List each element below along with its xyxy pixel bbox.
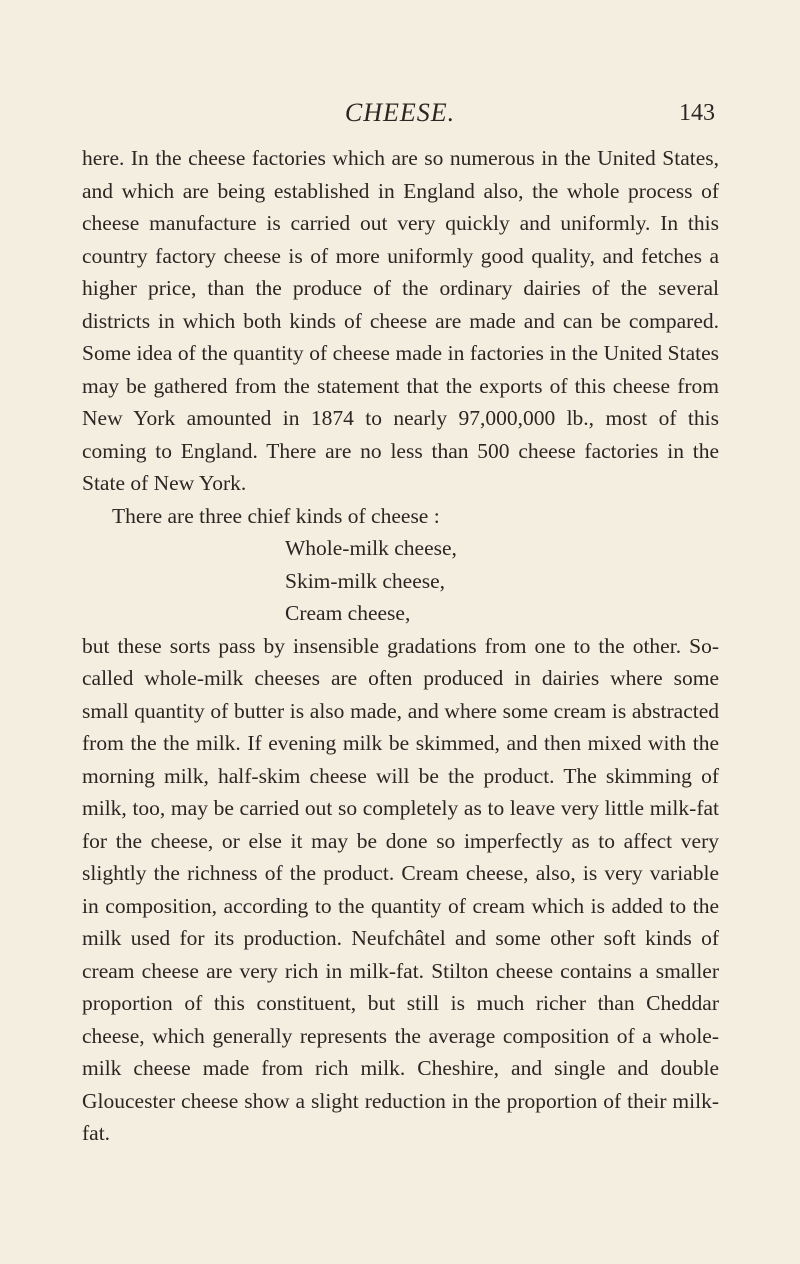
paragraph-kinds-intro: There are three chief kinds of cheese : [112, 503, 440, 528]
body-text [82, 142, 719, 1150]
cheese-kind-item: Skim-milk cheese, [285, 568, 446, 593]
cheese-kind-item: Whole-milk cheese, [285, 536, 457, 560]
paragraph-gradations: but these sorts pass by insensible gradations from one to the other. So-called whole-milk cheeses are often produced in dairies where some small quantity of butter is also made, and where some cream is abstracted from the the milk. If evening milk be skimmed, and then mixed with the morning milk, half-skim cheese will be the product. The skimming of milk, too, may be carried out so completely as to leave very little milk-fat for the cheese, or else it may be done so imperfectly as to affect very slightly the richness of the product. Cream cheese, also, is very variable in composition, according to the quantity of cream which is added to the milk used for its production. Neufchâtel and some other soft kinds of cream cheese are very rich in milk-fat. Stilton cheese contains a smaller proportion of this constituent, but still is much richer than Cheddar cheese, which generally represents the average composition of a whole-milk cheese made from rich milk. Cheshire, and single and double Gloucester cheese show a slight reduction in the proportion of their milk-fat. [82, 633, 719, 1145]
page-number: 143 [679, 100, 715, 126]
cheese-kind-item: Cream cheese, [285, 601, 411, 625]
cheese-kinds-list [82, 532, 719, 630]
paragraph-factories: here. In the cheese factories which are so numerous in the United States, and which are being established in England also, the whole process of cheese manufacture is carried out very quickly and uniformly. In this country factory cheese is of more uniformly good quality, and fetches a higher price, than the produce of the ordinary dairies of the several districts in which both kinds of cheese are made and can be compared. Some idea of the quantity of cheese made in factories in the United States may be gathered from the statement that the exports of this cheese from New York amounted in 1874 to nearly 97,000,000 lb., most of this coming to England. There are no less than 500 cheese factories in the State of New York. [82, 146, 719, 495]
running-title: CHEESE. [344, 98, 456, 127]
running-head [0, 98, 800, 134]
